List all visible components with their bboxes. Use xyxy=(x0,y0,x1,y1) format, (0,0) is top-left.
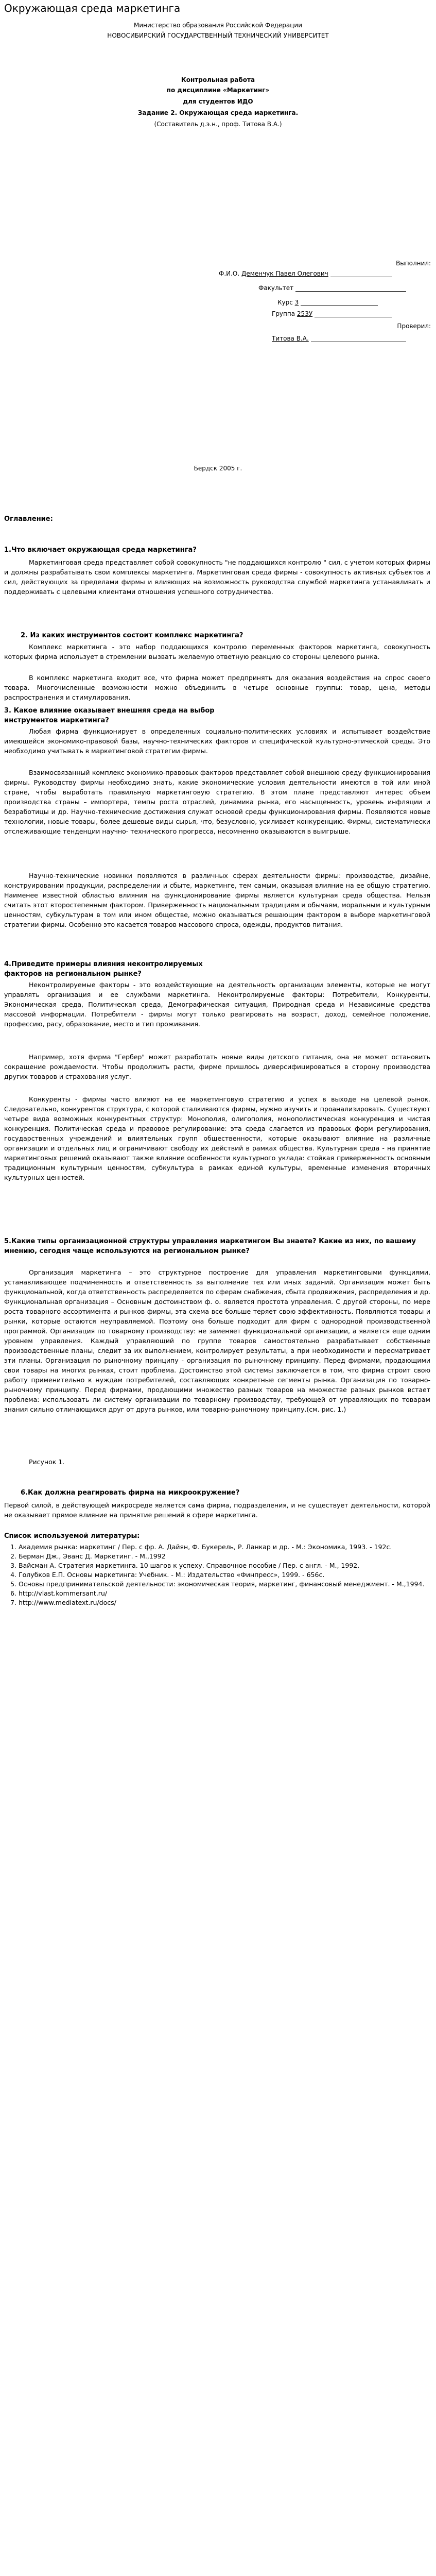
reference-item: 3. Вайсман А. Стратегия маркетинга. 10 шагов к успеху. Справочное пособие / Пер. с англ. - М., 1992. xyxy=(19,1561,436,1570)
city-year: Бердск 2005 г. xyxy=(194,465,242,472)
fio-label: Ф.И.О. xyxy=(219,270,240,277)
section-2-paragraph-2: В комплекс маркетинга входит все, что фирма может предпринять для оказания воздействия на спрос своего товара. Многочисленные возможности можно объединить в четыре основные группы: товар, цена, методы распространения и стимулирования. xyxy=(4,674,430,701)
work-task: Задание 2. Окружающая среда маркетинга. xyxy=(137,109,299,116)
checker-underline xyxy=(311,335,406,342)
fio-value: Деменчук Павел Олегович xyxy=(241,270,328,277)
work-author: (Составитель д.э.н., проф. Титова В.А.) xyxy=(154,121,282,128)
group-row xyxy=(272,310,392,317)
course-row xyxy=(277,299,378,306)
reference-link[interactable]: 6. http://vlast.kommersant.ru/ xyxy=(19,1589,436,1598)
faculty-underline xyxy=(295,285,406,292)
faculty-row xyxy=(258,284,406,292)
group-underline xyxy=(315,311,392,317)
university-line: НОВОСИБИРСКИЙ ГОСУДАРСТВЕННЫЙ ТЕХНИЧЕСКИЙ УНИВЕРСИТЕТ xyxy=(107,32,329,39)
reference-link[interactable]: 7. http://www.mediatext.ru/docs/ xyxy=(19,1598,436,1607)
course-label: Курс xyxy=(277,299,293,306)
section-4-paragraph-3: Конкуренты - фирмы часто влияют на ее маркетинговую стратегию и успех в выходе на целевой рынок. Следовательно, конкурентов структура, с которой сталкиваются фирмы, нужно изучить и проанализировать. Существуют четыре вида возможных конкурентных структур: Монополия, олигополия, монополистическая конкуренция и чистая конкуренция. Политическая среда и правовое регулирование: эта среда слагается из правовых форм регулирования, государственных учреждений и влиятельных групп общественности, которые оказывают влияние на различные организации и отдельных лиц и ограничивают свободу их действий в рамках общества. Культурная среда - на принятие маркетинговых решений оказывают также влияние особенности культурного уклада: стойкая приверженность основным традиционным культурным ценностям, субкультура в рамках единой культуры, временные изменения вторичных культурных ценностей. xyxy=(4,1095,430,1181)
figure-caption: Рисунок 1. xyxy=(29,1458,65,1466)
references-title: Список используемой литературы: xyxy=(4,1532,140,1540)
section-4-paragraph-1: Неконтролируемые факторы - это воздействующие на деятельность организации элементы, которые не могут управлять организация и ее службами маркетинга. Неконтролируемые факторы: Потребители, Конкуренты, Экономическая среда, Политическая среда, Демографическая ситуация, Природная среда и Независимые средства массовой информации. Потребители - фирмы могут только реагировать на возраст, доход, семейное положение, профессию, расу, образование, место и тип проживания. xyxy=(4,981,430,1028)
work-type: Контрольная работа xyxy=(181,76,255,83)
section-5-paragraph: Организация маркетинга – это структурное построение для управления маркетинговыми функциями, устанавливающее подчиненность и ответственность за выполнение тех или иных заданий. Организация может быть функциональной, когда ответственность распределяется по сферам снабжения, сбыта продвижения, распределения и др. Функциональная организация – Основным достоинством ф. о. является простота управления. С другой стороны, по мере роста товарного ассортимента и рынков фирмы, эта схема все больше теряет свою эффективность. Появляются товары и рынки, которые остаются неуправляемой. Поэтому она больше подходит для фирм с однородной производственной программой. Организация по товарному производству: не заменяет функциональной организации, а является еще одним уровнем управления. Каждый управляющий по группе товаров самостоятельно разрабатывает собственные производственные планы, следит за их выполнением, контролирует результаты, а при необходимости и пересматривает эти планы. Организация по рыночному принципу - организация по рыночному принципу. Перед фирмами, продающими свои товары на многих рынках, стоит проблема. Достоинство этой системы заключается в том, что фирма строит свою работу применительно к нуждам потребителей, составляющих конкретные сегменты рынка. Организация по товарно-рыночному принципу. Перед фирмами, продающими множество разных товаров на множестве разных рынков встает проблема: использовать ли систему организации по товарному производству, требующей от управляющих по товарам знания сильно отличающихся друг от друга рынков, или товарно-рыночному принципу.(см. рис. 1.) xyxy=(4,1268,430,1413)
section-2-title: 2. Из каких инструментов состоит комплекс маркетинга? xyxy=(21,632,243,639)
page-title: Окружающая среда маркетинга xyxy=(4,2,181,14)
done-label: Выполнил: xyxy=(396,260,431,267)
checker-value: Титова В.А. xyxy=(272,335,309,342)
section-1-paragraph: Маркетинговая среда представляет собой совокупность "не поддающихся контролю " сил, с учетом которых фирмы и должны разрабатывать свои комплексы маркетинга. Маркетинговая среда фирмы - совокупность активных субъектов и сил, действующих за пределами фирмы и влияющих на возможность руководства службой маркетинга устанавливать и поддерживать с целевыми клиентами отношения успешного сотрудничества. xyxy=(4,558,430,596)
section-3-paragraph-3: Научно-технические новинки появляются в различных сферах деятельности фирмы: производстве, дизайне, конструировании продукции, распределении и сбыте, маркетинге, тем самым, оказывая влияние на ее общую стратегию. Наименее известной областью влияния на функционирование фирмы является культурная среда общества. Нельзя считать этот второстепенным фактором. Приверженность национальным традициям и обычаям, моральным и культурным ценностям, субкультурам в том или ином обществе, можно оказываться решающим фактором в выборе маркетинговой стратегии фирмы. Особенно это касается товаров массового спроса, одежды, продуктов питания. xyxy=(4,872,430,928)
group-label: Группа xyxy=(272,310,295,317)
reference-item: 4. Голубков Е.П. Основы маркетинга: Учебник. - М.: Издательство «Финпресс», 1999. - 656с. xyxy=(19,1570,436,1580)
reference-item: 2. Берман Дж., Эванс Д. Маркетинг. - М.,1992 xyxy=(19,1552,436,1561)
fio-row xyxy=(219,270,392,277)
references-list xyxy=(4,1543,436,1607)
work-discipline: по дисциплине «Маркетинг» xyxy=(166,87,270,94)
ministry-line: Министерство образования Российской Федерации xyxy=(133,22,303,29)
checker-row xyxy=(272,335,406,342)
section-3-paragraph-1: Любая фирма функционирует в определенных социально-политических условиях и испытывает воздействие имеющейся экономико-правовой базы, научно-технических факторов и специфической культурно-этической среды. Это необходимо учитывать в маркетинговой стратегии фирмы. xyxy=(4,727,430,755)
toc-heading: Оглавление: xyxy=(4,515,53,523)
section-4-paragraph-2: Например, хотя фирма "Гербер" может разработать новые виды детского питания, она не может остановить сокращение рождаемости. Чтобы продолжить расти, фирме пришлось диверсифицироваться в сторону производства других товаров и страхования услуг. xyxy=(4,1053,430,1080)
reference-item: 5. Основы предпринимательской деятельности: экономическая теория, маркетинг, финансовый менеджмент. - М.,1994. xyxy=(19,1580,436,1589)
section-6-title: 6.Как должна реагировать фирма на микроокружение? xyxy=(21,1489,240,1497)
section-4-title: 4.Приведите примеры влияния неконтролируемых факторов на региональном рынке? xyxy=(4,960,203,978)
course-underline xyxy=(301,299,378,306)
fio-underline xyxy=(330,270,392,277)
work-audience: для студентов ИДО xyxy=(183,98,253,105)
section-3-title: 3. Какое влияние оказывает внешняя среда на выбор инструментов маркетинга? xyxy=(4,707,215,724)
section-5-title: 5.Какие типы организационной структуры управления маркетингом Вы знаете? Какие из них, по вашему мнению, сегодня чаще используются на региональном рынке? xyxy=(4,1238,416,1255)
group-value: 253У xyxy=(297,310,313,317)
section-3-paragraph-2: Взаимосвязанный комплекс экономико-правовых факторов представляет собой внешнюю среду функционирования фирмы. Руководству фирмы необходимо знать, какие экономические условия деятельности имеются в той или иной стране, чтобы выработать правильную маркетинговую стратегию. В этом плане представляют интерес объем производства страны – импортера, темпы роста отраслей, динамика рынка, его насыщенность, уровень инфляции и безработицы и др. Научно-технические достижения служат основой среды функционирования фирмы. Появляются новые технологии, новые товары, более дешевые виды сырья, что, безусловно, усиливает конкуренцию. Фирмы, систематически отслеживающие тенденции научно- технического прогресса, несомненно оказываются в выигрыше. xyxy=(4,769,430,835)
checked-label: Проверил: xyxy=(397,323,431,330)
section-6-paragraph: Первой силой, в действующей микросреде является сама фирма, подразделения, и не существует деятельности, которой не оказывает прямое влияние на принятие решений в сфере маркетинга. xyxy=(4,1501,430,1519)
section-1-title: 1.Что включает окружающая среда маркетинга? xyxy=(4,546,197,554)
reference-item: 1. Академия рынка: маркетинг / Пер. с фр. А. Дайян, Ф. Букерель, Р. Ланкар и др. - М.: Экономика, 1993. - 192с. xyxy=(19,1543,436,1552)
course-value: 3 xyxy=(294,299,299,306)
section-2-paragraph-1: Комплекс маркетинга - это набор поддающихся контролю переменных факторов маркетинга, совокупность которых фирма использует в стремлении вызвать желаемую ответную реакцию со стороны целевого рынка. xyxy=(4,643,430,660)
faculty-label: Факультет xyxy=(258,284,294,292)
